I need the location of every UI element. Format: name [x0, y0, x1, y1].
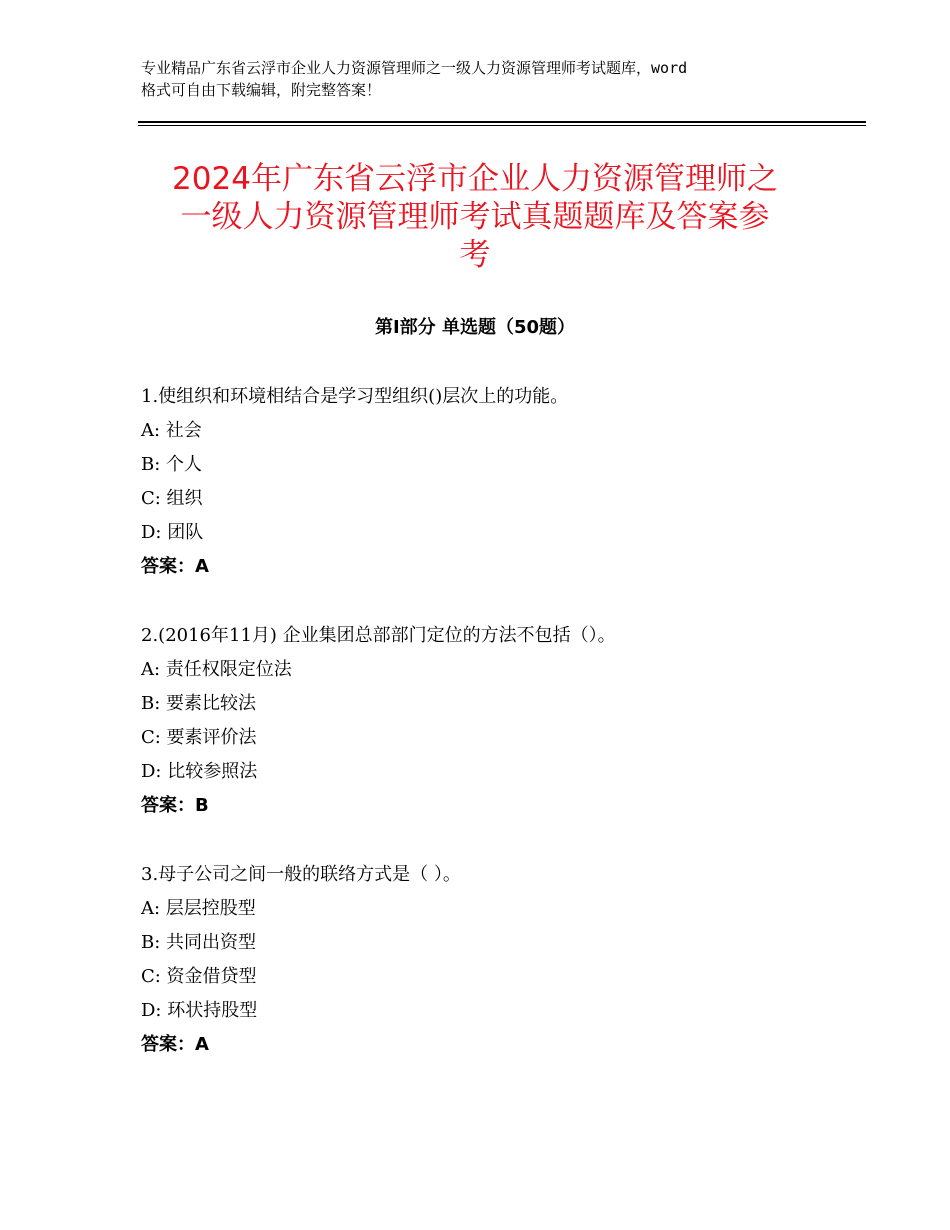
option-a: A: 社会: [141, 420, 202, 441]
option-c: C: 组织: [141, 488, 203, 509]
option-b: B: 要素比较法: [141, 693, 257, 714]
question-text: 2.(2016年11月) 企业集团总部部门定位的方法不包括（）。: [141, 625, 616, 646]
header-divider-thin: [138, 125, 866, 126]
option-b: B: 共同出资型: [141, 932, 257, 953]
option-a: A: 责任权限定位法: [141, 659, 292, 680]
question-1: [141, 380, 841, 584]
option-d: D: 团队: [141, 522, 204, 543]
option-d: D: 比较参照法: [141, 761, 258, 782]
question-text: 3.母子公司之间一般的联络方式是（ ）。: [141, 864, 461, 885]
header-note: [141, 57, 821, 101]
document-title: [120, 160, 830, 274]
question-text: 1.使组织和环境相结合是学习型组织()层次上的功能。: [141, 386, 569, 407]
option-a: A: 层层控股型: [141, 898, 256, 919]
option-c: C: 资金借贷型: [141, 966, 257, 987]
question-2: [141, 619, 841, 823]
option-b: B: 个人: [141, 454, 203, 475]
title-line-1: 2024年广东省云浮市企业人力资源管理师之: [172, 161, 778, 197]
option-d: D: 环状持股型: [141, 1000, 258, 1021]
header-note-line-2: 格式可自由下载编辑，附完整答案！: [141, 81, 382, 99]
question-3: [141, 858, 841, 1062]
title-line-2: 一级人力资源管理师考试真题题库及答案参: [180, 199, 770, 235]
header-note-line-1: 专业精品广东省云浮市企业人力资源管理师之一级人力资源管理师考试题库，word: [141, 59, 688, 77]
section-heading: 第Ⅰ部分 单选题（50题）: [374, 317, 575, 338]
answer: 答案：A: [141, 1034, 209, 1055]
title-line-3: 考: [459, 237, 491, 273]
answer: 答案：A: [141, 556, 209, 577]
option-c: C: 要素评价法: [141, 727, 257, 748]
answer: 答案：B: [141, 795, 209, 816]
header-divider-thick: [138, 121, 866, 123]
